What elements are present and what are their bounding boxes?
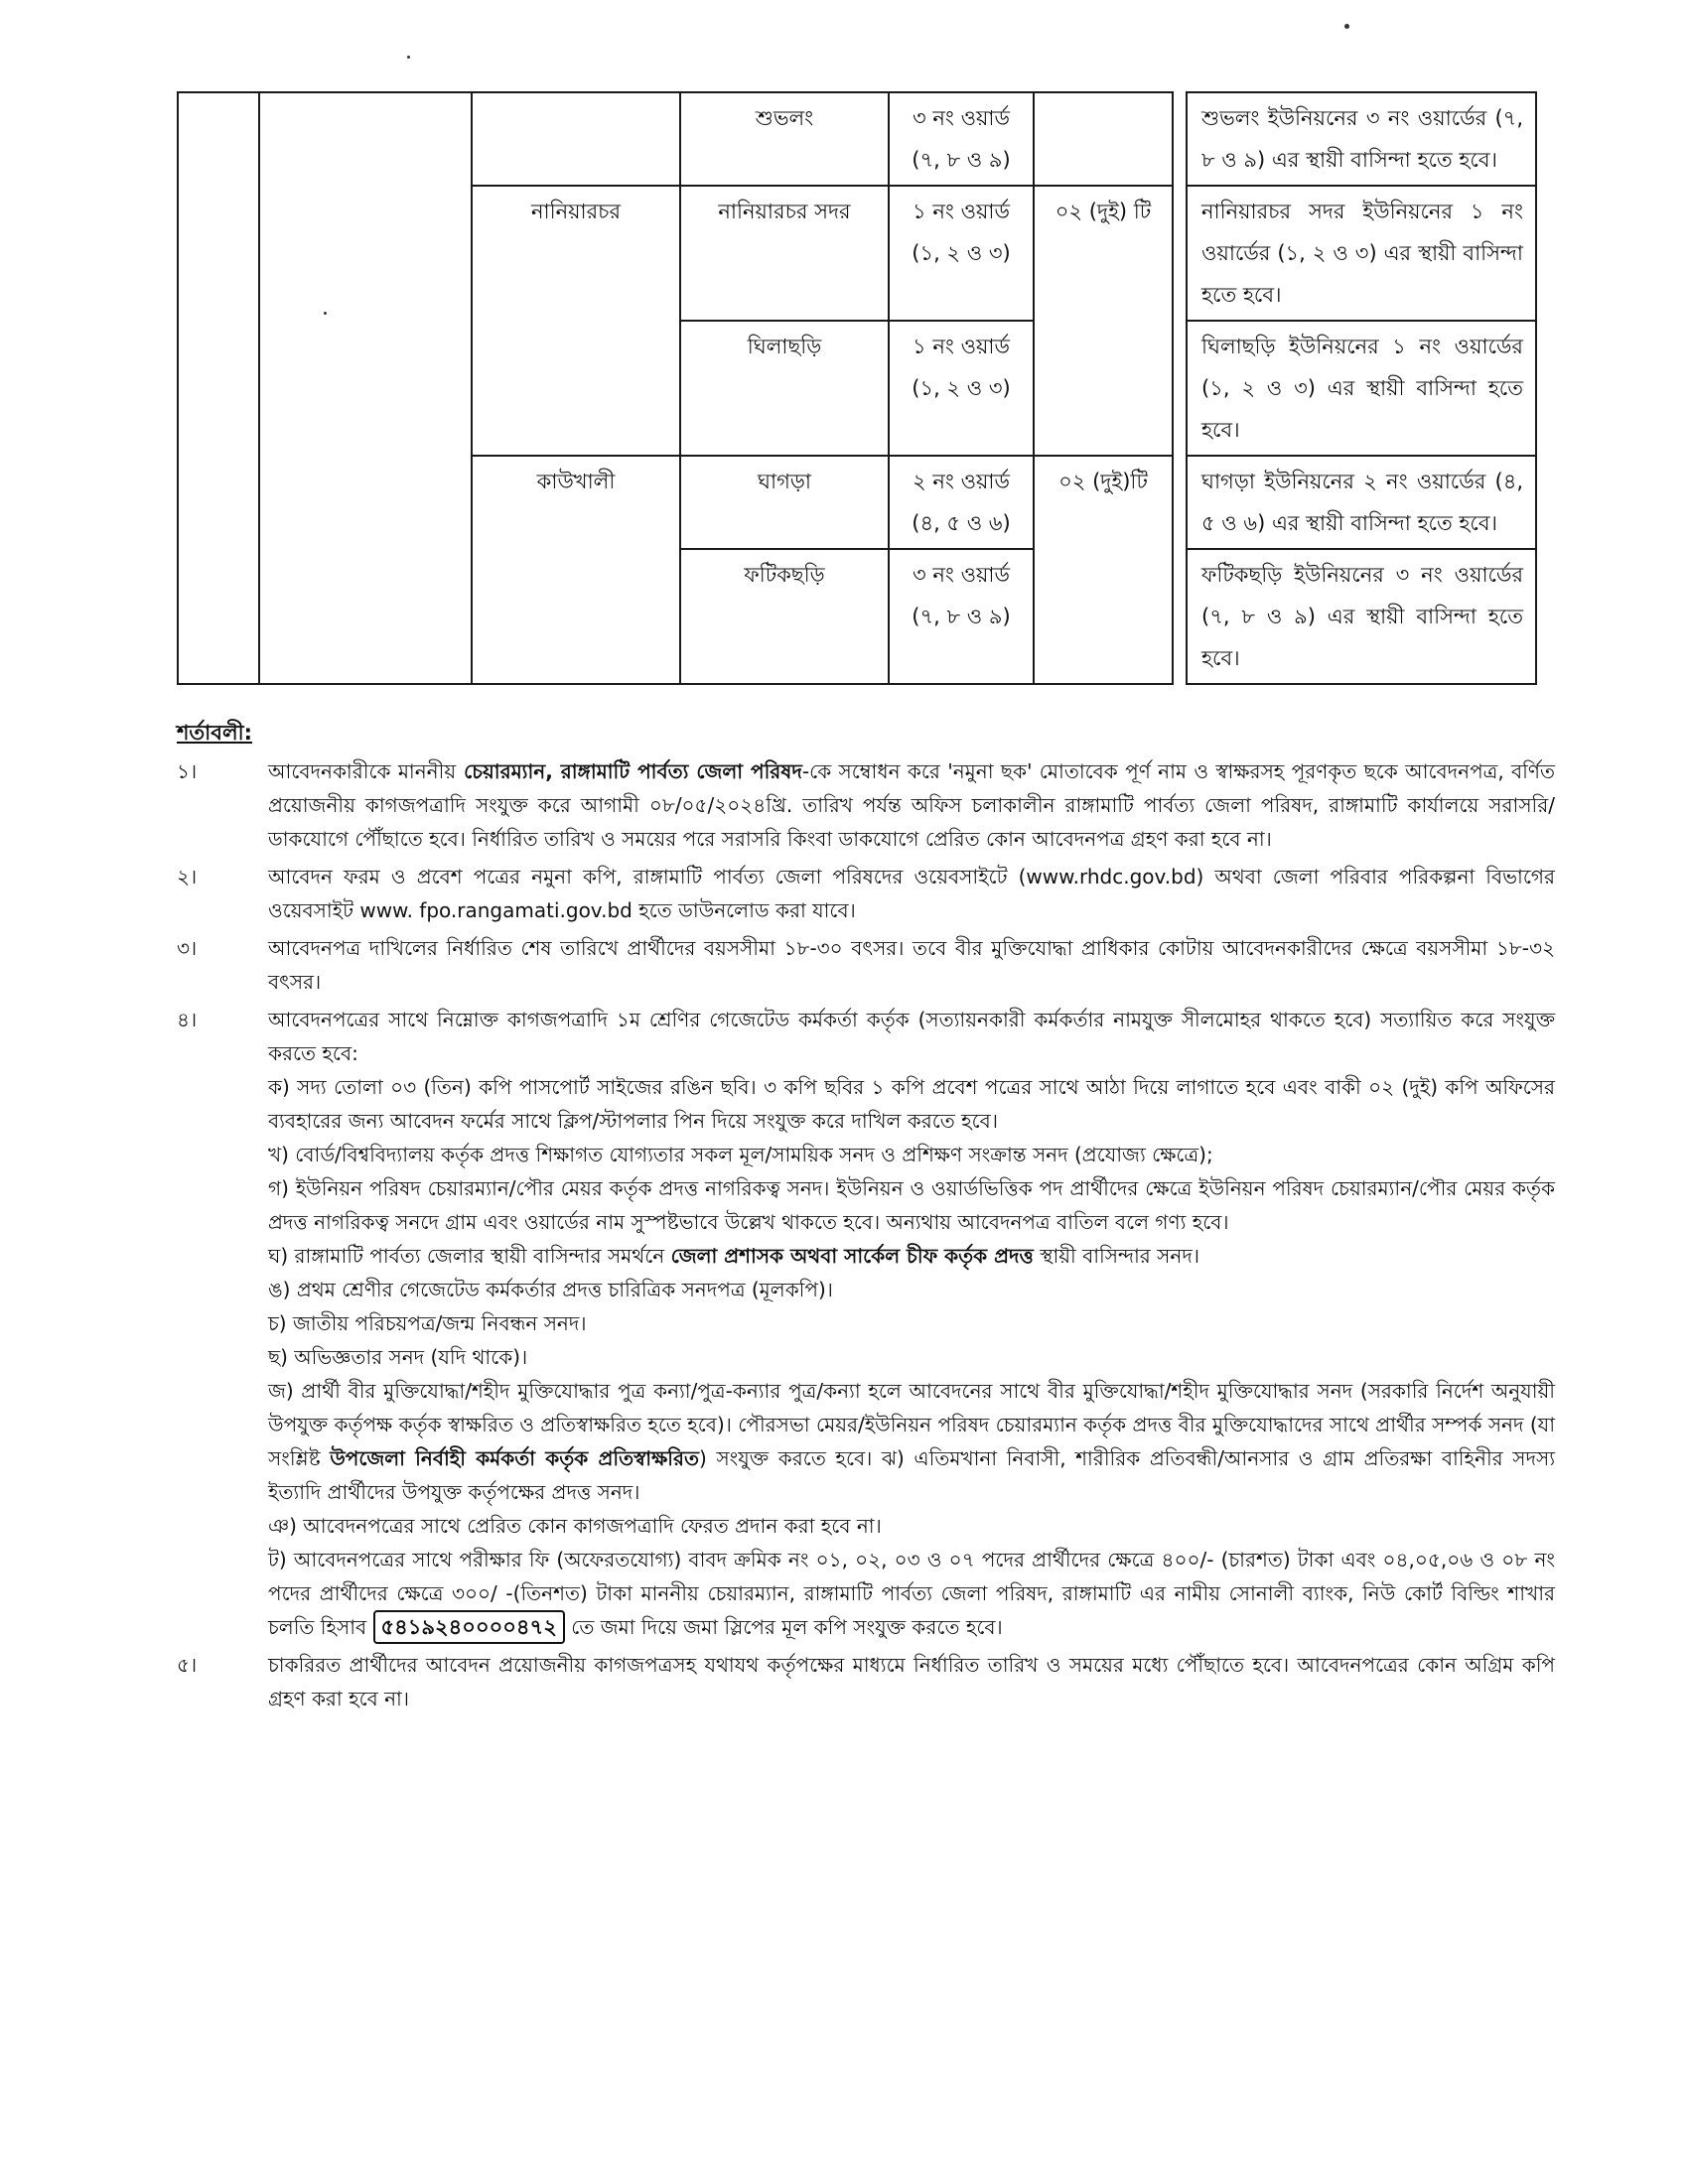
condition-text: আবেদন ফরম ও প্রবেশ পত্রের নমুনা কপি, রাঙ্গামাটি পার্বত্য জেলা পরিষদের ওয়েবসাইটে (www.rhdc.gov.bd) অথবা জেলা পরিবার পরিকল্পনা বিভাগের ওয়েবসাইট www. fpo.rangamati.gov.bd হতে ডাউনলোড করা যাবে। [268, 865, 1555, 922]
condition-number: ৩। [177, 936, 198, 960]
condition-text-part: আবেদনকারীকে মাননীয় [268, 759, 457, 783]
table-gap [1173, 92, 1187, 684]
sub-item-text: ) সংযুক্ত করতে হবে। ঝ) এতিমখানা নিবাসী, শারীরিক প্রতিবন্ধী/আনসার ও গ্রাম প্রতিরক্ষা বাহিনীর সদস্য ইত্যাদি প্রার্থীদের উপযুক্ত কর্তৃপক্ষের প্রদত্ত সনদ। [268, 1446, 1555, 1504]
posts-cell: ০২ (দুই)টি [1034, 456, 1173, 684]
post-name-cell [259, 92, 472, 684]
union-cell: ঘাগড়া [680, 456, 889, 549]
sub-item-text: স্থায়ী বাসিন্দার সনদ। [1033, 1244, 1199, 1268]
ward-cell: ৩ নং ওয়ার্ড (৭, ৮ ও ৯) [889, 92, 1034, 186]
sub-item-ka: ক) সদ্য তোলা ০৩ (তিন) কপি পাসপোর্ট সাইজের রঙিন ছবি। ৩ কপি ছবির ১ কপি প্রবেশ পত্রের সাথে আঠা দিয়ে লাগাতে হবে এবং বাকী ০২ (দুই) কপি অফিসের ব্যবহারের জন্য আবেদন ফর্মের সাথে ক্লিপ/স্টাপলার পিন দিয়ে সংযুক্ত করে দাখিল করতে হবে। [268, 1075, 1555, 1133]
sub-item-text: তে জমা দিয়ে জমা স্লিপের মূল কপি সংযুক্ত করতে হবে। [564, 1615, 1003, 1639]
sub-item-ja [268, 1374, 1555, 1509]
requirement-cell: শুভলং ইউনিয়নের ৩ নং ওয়ার্ডের (৭, ৮ ও ৯) এর স্থায়ী বাসিন্দা হতে হবে। [1187, 92, 1536, 186]
condition-4 [177, 1003, 1555, 1644]
ward-cell: ১ নং ওয়ার্ড (১, ২ ও ৩) [889, 321, 1034, 456]
condition-number: ২। [177, 865, 198, 888]
posts-cell [1034, 92, 1173, 186]
condition-number: ১। [177, 759, 198, 783]
serial-cell [178, 92, 259, 684]
union-cell: শুভলং [680, 92, 889, 186]
sub-item-nya: ঞ) আবেদনপত্রের সাথে প্রেরিত কোন কাগজপত্রাদি ফেরত প্রদান করা হবে না। [268, 1514, 882, 1538]
sub-item-kha: খ) বোর্ড/বিশ্ববিদ্যালয় কর্তৃক প্রদত্ত শিক্ষাগত যোগ্যতার সকল মূল/সাময়িক সনদ ও প্রশিক্ষণ সংক্রান্ত সনদ (প্রযোজ্য ক্ষেত্রে); [268, 1143, 1213, 1166]
condition-text-part: -কে সম্বোধন করে 'নমুনা ছক' মোতাবেক পূর্ণ নাম ও স্বাক্ষরসহ পূরণকৃত ছকে আবেদনপত্র, বর্ণিত প্রয়োজনীয় কাগজপত্রাদি সংযুক্ত করে আগামী ০৮/০৫/২০২৪খ্রি. তারিখ পর্যন্ত অফিস চলাকালীন রাঙ্গামাটি পার্বত্য জেলা পরিষদ, রাঙ্গামাটি কার্যালয়ে সরাসরি/ডাকযোগে পৌঁছাতে হবে। নির্ধারিত তারিখ ও সময়ের পরে সরাসরি কিংবা ডাকযোগে প্রেরিত কোন আবেদনপত্র গ্রহণ করা হবে না। [268, 759, 1555, 851]
sub-item-ga: গ) ইউনিয়ন পরিষদ চেয়ারম্যান/পৌর মেয়র কর্তৃক প্রদত্ত নাগরিকত্ব সনদ। ইউনিয়ন ও ওয়ার্ডভিত্তিক পদ প্রার্থীদের ক্ষেত্রে ইউনিয়ন পরিষদ চেয়ারম্যান/পৌর মেয়র কর্তৃক প্রদত্ত নাগরিকত্ব সনদে গ্রাম এবং ওয়ার্ডের নাম সুস্পষ্টভাবে উল্লেখ থাকতে হবে। অন্যথায় আবেদনপত্র বাতিল বলে গণ্য হবে। [268, 1176, 1555, 1234]
condition-3 [177, 931, 1555, 999]
ward-cell: ৩ নং ওয়ার্ড (৭, ৮ ও ৯) [889, 549, 1034, 684]
condition-number: ৪। [177, 1008, 198, 1031]
sub-item-bold: জেলা প্রশাসক অথবা সার্কেল চীফ কর্তৃক প্রদত্ত [670, 1244, 1034, 1268]
sub-item-chha: ছ) অভিজ্ঞতার সনদ (যদি থাকে)। [268, 1345, 528, 1369]
posts-cell: ০২ (দুই) টি [1034, 186, 1173, 456]
union-cell: ফটিকছড়ি [680, 549, 889, 684]
condition-text [268, 754, 1555, 856]
ward-cell: ১ নং ওয়ার্ড (১, ২ ও ৩) [889, 186, 1034, 321]
ward-table [177, 91, 1537, 685]
condition-1 [177, 754, 1555, 856]
table-row [178, 92, 1536, 186]
sub-item-text: ঘ) রাঙ্গামাটি পার্বত্য জেলার স্থায়ী বাসিন্দার সমর্থনে [268, 1244, 671, 1268]
requirement-cell: ফটিকছড়ি ইউনিয়নের ৩ নং ওয়ার্ডের (৭, ৮ ও ৯) এর স্থায়ী বাসিন্দা হতে হবে। [1187, 549, 1536, 684]
upazila-cell [472, 92, 680, 186]
sub-item-ta [268, 1543, 1555, 1644]
requirement-cell: ঘাগড়া ইউনিয়নের ২ নং ওয়ার্ডের (৪, ৫ ও ৬) এর স্থায়ী বাসিন্দা হতে হবে। [1187, 456, 1536, 549]
bank-account-number: ৫৪১৯২৪০০০০৪৭২ [373, 1610, 565, 1644]
condition-5 [177, 1648, 1555, 1715]
requirement-cell: নানিয়ারচর সদর ইউনিয়নের ১ নং ওয়ার্ডের (১, ২ ও ৩) এর স্থায়ী বাসিন্দা হতে হবে। [1187, 186, 1536, 321]
sub-item-text: ট) আবেদনপত্রের সাথে পরীক্ষার ফি (অফেরতযোগ্য) বাবদ ক্রমিক নং ০১, ০২, ০৩ ও ০৭ পদের প্রার্থীদের ক্ষেত্রে ৪০০/- (চারশত) টাকা এবং ০৪,০৫,০৬ ও ০৮ নং পদের প্রার্থীদের ক্ষেত্রে ৩০০/ -(তিনশত) টাকা মাননীয় চেয়ারম্যান, রাঙ্গামাটি পার্বত্য জেলা পরিষদ, রাঙ্গামাটি এর নামীয় সোনালী ব্যাংক, নিউ কোর্ট বিল্ডিং শাখার চলতি হিসাব [268, 1548, 1555, 1639]
condition-number: ৫। [177, 1653, 198, 1677]
sub-item-uma: ঙ) প্রথম শ্রেণীর গেজেটেড কর্মকর্তার প্রদত্ত চারিত্রিক সনদপত্র (মূলকপি)। [268, 1278, 833, 1301]
condition-2 [177, 860, 1555, 927]
union-cell: নানিয়ারচর সদর [680, 186, 889, 321]
condition-text: চাকরিরত প্রার্থীদের আবেদন প্রয়োজনীয় কাগজপত্রসহ যথাযথ কর্তৃপক্ষের মাধ্যমে নির্ধারিত তারিখ ও সময়ের মধ্যে পৌঁছাতে হবে। আবেদনপত্রের কোন অগ্রিম কপি গ্রহণ করা হবে না। [268, 1653, 1555, 1710]
conditions-heading: শর্তাবলী: [177, 721, 253, 745]
sub-item-gha [268, 1239, 1555, 1273]
condition-text: আবেদনপত্র দাখিলের নির্ধারিত শেষ তারিখে প্রার্থীদের বয়সসীমা ১৮-৩০ বৎসর। তবে বীর মুক্তিযোদ্ধা প্রাধিকার কোটায় আবেদনকারীদের ক্ষেত্রে বয়সসীমা ১৮-৩২ বৎসর। [268, 936, 1555, 994]
upazila-cell: কাউখালী [472, 456, 680, 684]
condition-text [268, 1003, 1555, 1644]
sub-item-cha: চ) জাতীয় পরিচয়পত্র/জন্ম নিবন্ধন সনদ। [268, 1311, 587, 1335]
sub-item-text: জ) প্রার্থী বীর মুক্তিযোদ্ধা/শহীদ মুক্তিযোদ্ধার পুত্র কন্যা/পুত্র-কন্যার পুত্র/কন্যা হলে আবেদনের সাথে বীর মুক্তিযোদ্ধা/শহীদ মুক্তিযোদ্ধার সনদ (সরকারি নির্দেশ অনুযায়ী উপযুক্ত কর্তৃপক্ষ কর্তৃক স্বাক্ষরিত ও প্রতিস্বাক্ষরিত হতে হবে)। পৌরসভা মেয়র/ইউনিয়ন পরিষদ চেয়ারম্যান কর্তৃক প্রদত্ত বীর মুক্তিযোদ্ধাদের সাথে প্রার্থীর সম্পর্ক সনদ (যা সংশ্লিষ্ট [268, 1379, 1555, 1470]
condition-bold-part: চেয়ারম্যান, রাঙ্গামাটি পার্বত্য জেলা পরিষদ [456, 759, 802, 783]
scan-speck [407, 56, 410, 59]
requirement-cell: ঘিলাছড়ি ইউনিয়নের ১ নং ওয়ার্ডের (১, ২ ও ৩) এর স্থায়ী বাসিন্দা হতে হবে। [1187, 321, 1536, 456]
union-cell: ঘিলাছড়ি [680, 321, 889, 456]
conditions-list [177, 754, 1555, 1719]
sub-item-bold: উপজেলা নির্বাহী কর্মকর্তা কর্তৃক প্রতিস্বাক্ষরিত [330, 1446, 700, 1470]
scan-speck [1344, 24, 1349, 29]
ward-cell: ২ নং ওয়ার্ড (৪, ৫ ও ৬) [889, 456, 1034, 549]
upazila-cell: নানিয়ারচর [472, 186, 680, 456]
condition-intro: আবেদনপত্রের সাথে নিম্নোক্ত কাগজপত্রাদি ১ম শ্রেণির গেজেটেড কর্মকর্তা কর্তৃক (সত্যায়নকারী কর্মকর্তার নামযুক্ত সীলমোহর থাকতে হবে) সত্যায়িত করে সংযুক্ত করতে হবে: [268, 1008, 1555, 1065]
